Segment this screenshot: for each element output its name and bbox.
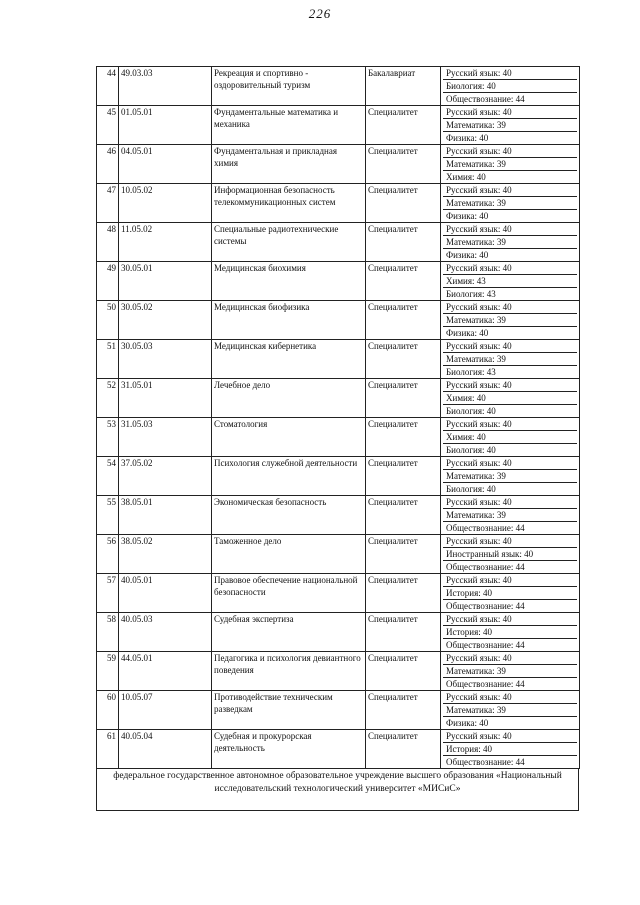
program-name: Таможенное дело — [212, 535, 366, 574]
table-row — [97, 457, 580, 496]
program-name: Судебная экспертиза — [212, 613, 366, 652]
exam-requirement: Русский язык: 40 — [446, 341, 512, 351]
program-code: 30.05.01 — [119, 262, 212, 301]
exam-requirement: Химия: 40 — [443, 170, 577, 183]
exam-requirement: Обществознание: 44 — [443, 599, 577, 612]
exam-requirement: Физика: 40 — [443, 326, 577, 339]
program-code: 40.05.01 — [119, 574, 212, 613]
table-row — [97, 652, 580, 691]
program-code: 37.05.02 — [119, 457, 212, 496]
education-level: Специалитет — [366, 574, 441, 613]
table-row — [97, 223, 580, 262]
table-row — [97, 106, 580, 145]
exam-requirement: Обществознание: 44 — [443, 677, 577, 690]
exam-requirement: Обществознание: 44 — [443, 638, 577, 651]
exam-requirement: Математика: 39 — [443, 157, 577, 170]
program-code: 38.05.02 — [119, 535, 212, 574]
exam-requirement: Биология: 40 — [443, 404, 577, 417]
row-number: 53 — [97, 418, 119, 457]
exam-list — [441, 496, 580, 535]
exam-list — [441, 574, 580, 613]
program-code: 10.05.07 — [119, 691, 212, 730]
table-row — [97, 301, 580, 340]
exam-requirement: История: 40 — [443, 625, 577, 638]
program-code: 01.05.01 — [119, 106, 212, 145]
exam-requirement: Русский язык: 40 — [446, 692, 512, 702]
exam-list — [441, 691, 580, 730]
exam-requirement: История: 40 — [443, 742, 577, 755]
exam-requirement: Русский язык: 40 — [446, 185, 512, 195]
exam-requirement: Физика: 40 — [443, 209, 577, 222]
program-name: Лечебное дело — [212, 379, 366, 418]
exam-requirement: Русский язык: 40 — [446, 653, 512, 663]
row-number: 56 — [97, 535, 119, 574]
exam-requirement: Математика: 39 — [443, 664, 577, 677]
exam-requirement: Физика: 40 — [443, 248, 577, 261]
exam-requirement: Математика: 39 — [443, 313, 577, 326]
program-code: 04.05.01 — [119, 145, 212, 184]
row-number: 57 — [97, 574, 119, 613]
exam-list — [441, 301, 580, 340]
exam-list — [441, 613, 580, 652]
program-code: 10.05.02 — [119, 184, 212, 223]
exam-requirement: Русский язык: 40 — [446, 224, 512, 234]
exam-requirement: Обществознание: 44 — [443, 92, 577, 105]
program-name: Медицинская кибернетика — [212, 340, 366, 379]
exam-list — [441, 652, 580, 691]
exam-requirement: Русский язык: 40 — [446, 497, 512, 507]
program-code: 11.05.02 — [119, 223, 212, 262]
education-level: Специалитет — [366, 418, 441, 457]
exam-list — [441, 145, 580, 184]
program-name: Противодействие техническим разведкам — [212, 691, 366, 730]
table-row — [97, 691, 580, 730]
table-row — [97, 184, 580, 223]
education-level: Специалитет — [366, 262, 441, 301]
exam-list — [441, 418, 580, 457]
row-number: 46 — [97, 145, 119, 184]
exam-requirement: Математика: 39 — [443, 118, 577, 131]
admission-table — [96, 66, 580, 769]
program-name: Экономическая безопасность — [212, 496, 366, 535]
program-name: Фундаментальные математика и механика — [212, 106, 366, 145]
exam-requirement: Русский язык: 40 — [446, 68, 512, 78]
exam-list — [441, 535, 580, 574]
education-level: Специалитет — [366, 691, 441, 730]
table-row — [97, 574, 580, 613]
row-number: 48 — [97, 223, 119, 262]
exam-requirement: Русский язык: 40 — [446, 380, 512, 390]
exam-requirement: Химия: 40 — [443, 391, 577, 404]
program-name: Фундаментальная и прикладная химия — [212, 145, 366, 184]
row-number: 55 — [97, 496, 119, 535]
education-level: Специалитет — [366, 223, 441, 262]
program-name: Медицинская биохимия — [212, 262, 366, 301]
program-name: Медицинская биофизика — [212, 301, 366, 340]
exam-list — [441, 340, 580, 379]
exam-requirement: Русский язык: 40 — [446, 146, 512, 156]
exam-requirement: Русский язык: 40 — [446, 302, 512, 312]
program-name: Стоматология — [212, 418, 366, 457]
exam-requirement: Математика: 39 — [443, 235, 577, 248]
table-row — [97, 145, 580, 184]
program-code: 30.05.03 — [119, 340, 212, 379]
education-level: Специалитет — [366, 184, 441, 223]
row-number: 58 — [97, 613, 119, 652]
exam-requirement: Русский язык: 40 — [446, 419, 512, 429]
program-name: Правовое обеспечение национальной безопасности — [212, 574, 366, 613]
exam-requirement: Русский язык: 40 — [446, 731, 512, 741]
program-name: Педагогика и психология девиантного поведения — [212, 652, 366, 691]
exam-requirement: Иностранный язык: 40 — [443, 547, 577, 560]
education-level: Бакалавриат — [366, 67, 441, 106]
row-number: 47 — [97, 184, 119, 223]
exam-list — [441, 106, 580, 145]
exam-requirement: Математика: 39 — [443, 469, 577, 482]
education-level: Специалитет — [366, 301, 441, 340]
exam-list — [441, 184, 580, 223]
exam-requirement: Математика: 39 — [443, 196, 577, 209]
exam-requirement: Русский язык: 40 — [446, 614, 512, 624]
exam-list — [441, 67, 580, 106]
exam-list — [441, 379, 580, 418]
program-code: 49.03.03 — [119, 67, 212, 106]
education-level: Специалитет — [366, 730, 441, 769]
exam-requirement: Биология: 40 — [443, 443, 577, 456]
row-number: 59 — [97, 652, 119, 691]
exam-list — [441, 262, 580, 301]
education-level: Специалитет — [366, 340, 441, 379]
exam-requirement: Математика: 39 — [443, 703, 577, 716]
table-body — [97, 67, 580, 769]
row-number: 54 — [97, 457, 119, 496]
table-row — [97, 496, 580, 535]
exam-requirement: Математика: 39 — [443, 352, 577, 365]
row-number: 61 — [97, 730, 119, 769]
table-row — [97, 379, 580, 418]
program-code: 31.05.01 — [119, 379, 212, 418]
row-number: 60 — [97, 691, 119, 730]
exam-requirement: Обществознание: 44 — [443, 560, 577, 573]
program-name: Информационная безопасность телекоммуникационных систем — [212, 184, 366, 223]
program-code: 31.05.03 — [119, 418, 212, 457]
exam-requirement: Биология: 43 — [443, 287, 577, 300]
program-code: 44.05.01 — [119, 652, 212, 691]
exam-requirement: Обществознание: 44 — [443, 521, 577, 534]
exam-requirement: Биология: 40 — [443, 482, 577, 495]
table-row — [97, 262, 580, 301]
education-level: Специалитет — [366, 457, 441, 496]
exam-requirement: Химия: 43 — [443, 274, 577, 287]
exam-list — [441, 223, 580, 262]
page-number: 226 — [308, 6, 332, 21]
program-code: 30.05.02 — [119, 301, 212, 340]
program-code: 38.05.01 — [119, 496, 212, 535]
exam-requirement: Математика: 39 — [443, 508, 577, 521]
exam-requirement: Физика: 40 — [443, 131, 577, 144]
row-number: 52 — [97, 379, 119, 418]
exam-requirement: Химия: 40 — [443, 430, 577, 443]
exam-requirement: Русский язык: 40 — [446, 458, 512, 468]
exam-requirement: Русский язык: 40 — [446, 263, 512, 273]
table-row — [97, 67, 580, 106]
table-row — [97, 730, 580, 769]
education-level: Специалитет — [366, 106, 441, 145]
program-name: Рекреация и спортивно - оздоровительный туризм — [212, 67, 366, 106]
row-number: 45 — [97, 106, 119, 145]
education-level: Специалитет — [366, 535, 441, 574]
exam-requirement: Физика: 40 — [443, 716, 577, 729]
education-level: Специалитет — [366, 145, 441, 184]
education-level: Специалитет — [366, 652, 441, 691]
education-level: Специалитет — [366, 379, 441, 418]
table-row — [97, 613, 580, 652]
row-number: 51 — [97, 340, 119, 379]
education-level: Специалитет — [366, 613, 441, 652]
table-row — [97, 535, 580, 574]
program-name: Специальные радиотехнические системы — [212, 223, 366, 262]
exam-list — [441, 457, 580, 496]
exam-requirement: Биология: 43 — [443, 365, 577, 378]
education-level: Специалитет — [366, 496, 441, 535]
exam-requirement: Биология: 40 — [443, 79, 577, 92]
exam-requirement: Русский язык: 40 — [446, 536, 512, 546]
program-name: Судебная и прокурорская деятельность — [212, 730, 366, 769]
program-name: Психология служебной деятельности — [212, 457, 366, 496]
exam-list — [441, 730, 580, 769]
exam-requirement: История: 40 — [443, 586, 577, 599]
exam-requirement: Обществознание: 44 — [443, 755, 577, 768]
footer-organization-text: федеральное государственное автономное образовательное учреждение высшего образования «Национальный исследовательский технологический университет «МИСиС» — [113, 771, 562, 794]
exam-requirement: Русский язык: 40 — [446, 575, 512, 585]
exam-requirement: Русский язык: 40 — [446, 107, 512, 117]
program-code: 40.05.04 — [119, 730, 212, 769]
table-row — [97, 418, 580, 457]
row-number: 49 — [97, 262, 119, 301]
program-code: 40.05.03 — [119, 613, 212, 652]
table-row — [97, 340, 580, 379]
row-number: 50 — [97, 301, 119, 340]
row-number: 44 — [97, 67, 119, 106]
